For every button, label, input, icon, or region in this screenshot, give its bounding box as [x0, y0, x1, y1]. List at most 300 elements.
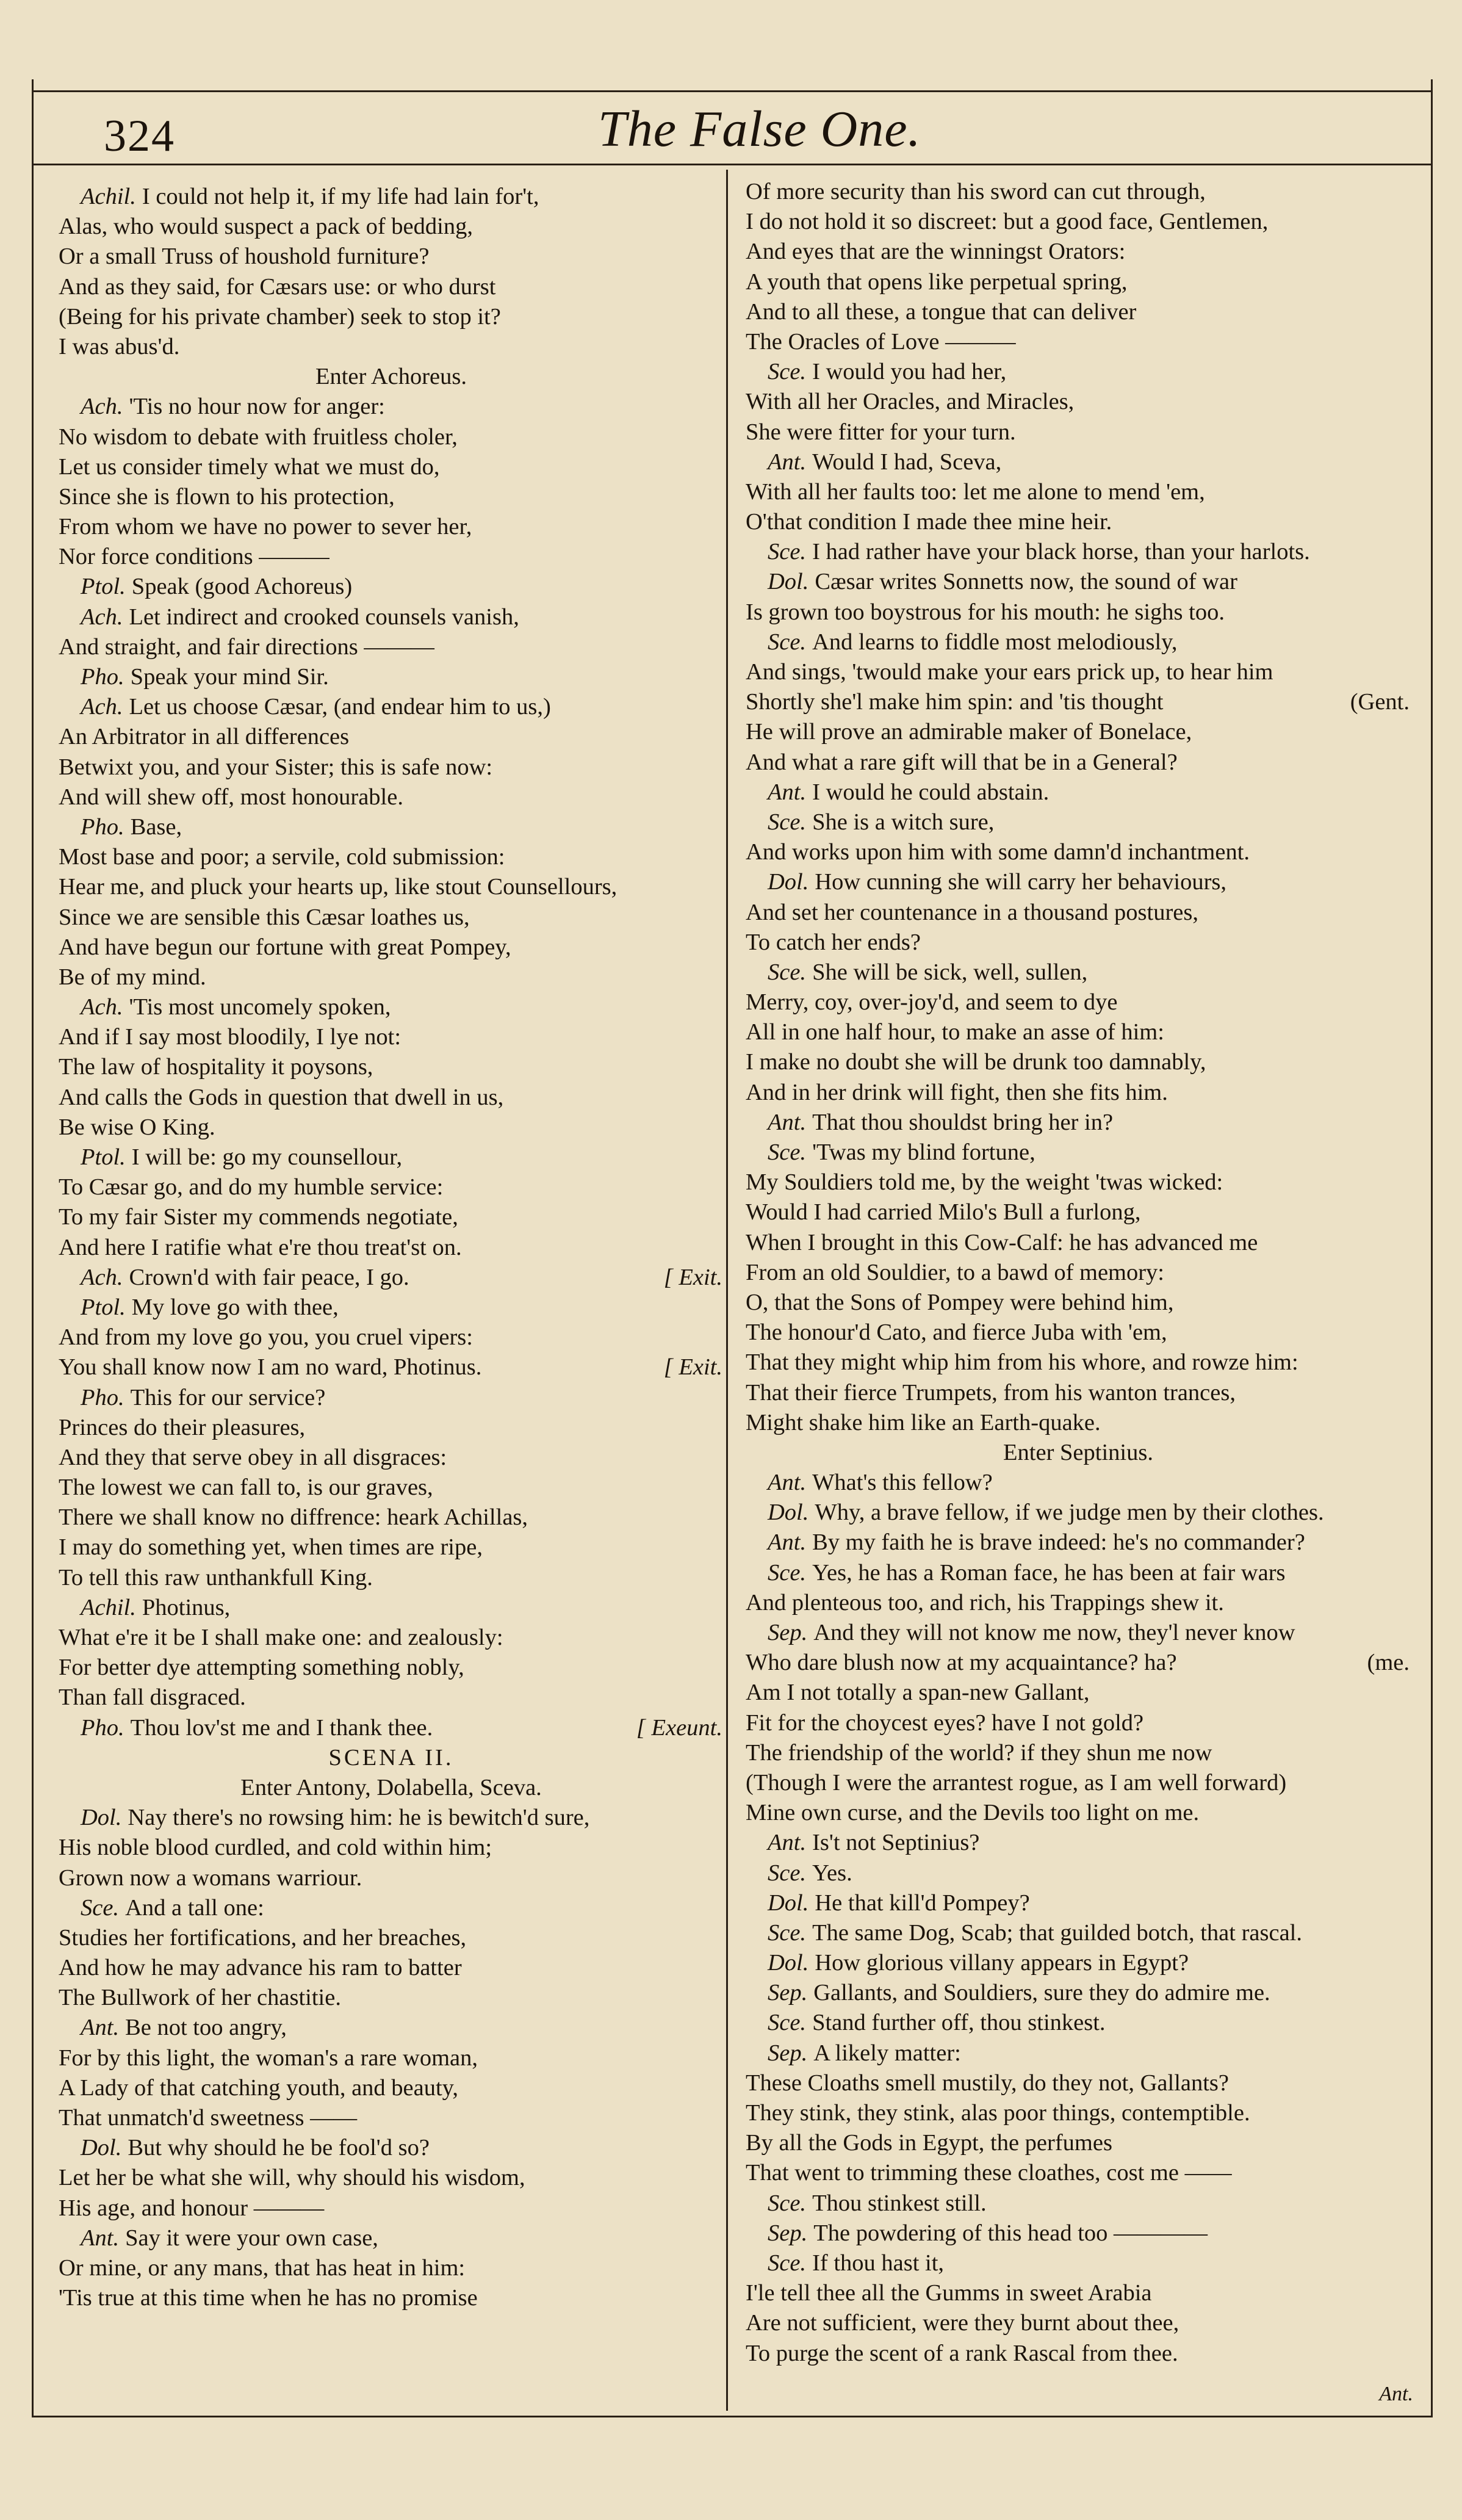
line-text: And eyes that are the winningst Orators:: [746, 239, 1126, 265]
verse-line: [59, 782, 724, 812]
line-text: And to all these, a tongue that can deliver: [746, 298, 1137, 325]
speaker-label: Pho.: [81, 664, 124, 690]
verse-line: [59, 1143, 724, 1172]
line-text: The same Dog, Scab; that guilded botch, that rascal.: [812, 1919, 1302, 1946]
line-text: By all the Gods in Egypt, the perfumes: [746, 2130, 1112, 2156]
line-text: Who dare blush now at my acquaintance? ha?: [746, 1650, 1177, 1676]
verse-line: [746, 1738, 1411, 1768]
line-text: His age, and honour ———: [59, 2195, 325, 2221]
verse-line: [59, 662, 724, 692]
speaker-label: Sep.: [768, 2220, 808, 2246]
line-text: 'Twas my blind fortune,: [812, 1139, 1035, 1165]
verse-line: [59, 992, 724, 1022]
line-text: And straight, and fair directions ———: [59, 634, 434, 660]
line-text: She is a witch sure,: [812, 809, 995, 835]
line-text: There we shall know no diffrence: heark Achillas,: [59, 1504, 528, 1531]
verse-line: [59, 753, 724, 782]
verse-line: [746, 687, 1411, 717]
speaker-label: Sep.: [768, 2040, 808, 2066]
speaker-label: Ptol.: [81, 574, 126, 600]
catchword: Ant.: [1379, 2383, 1413, 2405]
line-text: My Souldiers told me, by the weight 'twas wicked:: [746, 1169, 1223, 1196]
line-text: SCENA II.: [328, 1744, 454, 1771]
line-text: Are not sufficient, were they burnt about thee,: [746, 2310, 1179, 2336]
verse-line: [59, 602, 724, 632]
line-text: I make no doubt she will be drunk too damnably,: [746, 1049, 1206, 1075]
verse-line: [746, 987, 1411, 1017]
verse-line: [746, 1017, 1411, 1047]
line-text: And they will not know me now, they'l never know: [813, 1620, 1295, 1645]
line-text: The law of hospitality it poysons,: [59, 1054, 373, 1080]
speaker-label: Sce.: [768, 1919, 807, 1946]
line-text: What e're it be I shall make one: and zealously:: [59, 1625, 503, 1650]
line-text: I had rather have your black horse, than your harlots.: [812, 539, 1310, 565]
verse-line: [59, 872, 724, 902]
verse-line: [746, 1588, 1411, 1618]
line-text: And set her countenance in a thousand postures,: [746, 899, 1198, 925]
verse-line: [746, 267, 1411, 297]
verse-line: [746, 1708, 1411, 1738]
verse-line: [746, 1558, 1411, 1588]
line-text: Be wise O King.: [59, 1114, 215, 1140]
verse-line: [59, 1863, 724, 1893]
line-text: Or mine, or any mans, that has heat in him:: [59, 2255, 466, 2281]
verse-line: [746, 627, 1411, 657]
speaker-label: Sce.: [768, 1139, 807, 1165]
line-text: I will be: go my counsellour,: [131, 1144, 403, 1170]
speaker-label: Sep.: [768, 1620, 808, 1645]
speaker-label: Ach.: [81, 1264, 123, 1290]
line-text: If thou hast it,: [812, 2250, 945, 2276]
line-text: Or a small Truss of houshold furniture?: [59, 244, 430, 270]
line-text: Since we are sensible this Cæsar loathes us,: [59, 904, 470, 930]
line-text: And here I ratifie what e're thou treat'st on.: [59, 1234, 462, 1260]
verse-line: [746, 2008, 1411, 2038]
line-text: Of more security than his sword can cut through,: [746, 179, 1206, 204]
left-column: [59, 182, 724, 2313]
line-text: Would I had carried Milo's Bull a furlong,: [746, 1199, 1141, 1226]
line-text: With all her faults too: let me alone to mend 'em,: [746, 478, 1205, 505]
verse-line: [59, 392, 724, 422]
line-text: (Being for his private chamber) seek to stop it?: [59, 303, 501, 330]
exit-direction: [ Exeunt.: [636, 1714, 722, 1741]
verse-line: [746, 2339, 1411, 2369]
verse-line: [746, 928, 1411, 958]
verse-line: [746, 417, 1411, 447]
verse-line: [746, 1258, 1411, 1288]
line-text: 'Tis no hour now for anger:: [129, 394, 385, 420]
speaker-label: Pho.: [81, 1384, 124, 1410]
line-text: That their fierce Trumpets, from his wanton trances,: [746, 1379, 1236, 1406]
line-text: And will shew off, most honourable.: [59, 784, 403, 810]
line-text: Grown now a womans warriour.: [59, 1865, 362, 1891]
line-text: And sings, 'twould make your ears prick up, to hear him: [746, 659, 1273, 685]
verse-line: [59, 1233, 724, 1263]
verse-line: [59, 1653, 724, 1683]
line-text: Since she is flown to his protection,: [59, 483, 395, 510]
verse-line: [59, 933, 724, 962]
top-rule: [32, 90, 1433, 92]
line-text: With all her Oracles, and Miracles,: [746, 389, 1075, 415]
line-text: A likely matter:: [813, 2040, 961, 2066]
verse-line: [59, 1172, 724, 1202]
verse-line: [59, 1293, 724, 1323]
line-text: And in her drink will fight, then she fits him.: [746, 1079, 1168, 1105]
line-text: Be of my mind.: [59, 964, 206, 990]
verse-line: [746, 1798, 1411, 1828]
line-text: Let us consider timely what we must do,: [59, 453, 440, 480]
line-text: Studies her fortifications, and her breaches,: [59, 1924, 467, 1951]
line-text: That unmatch'd sweetness ——: [59, 2105, 358, 2131]
line-text: (Though I were the arrantest rogue, as I am well forward): [746, 1769, 1287, 1796]
speaker-label: Pho.: [81, 814, 124, 840]
speaker-label: Ach.: [81, 604, 123, 630]
verse-line: [59, 2133, 724, 2163]
speaker-label: Ant.: [768, 1109, 807, 1135]
speaker-label: Ant.: [81, 2015, 120, 2041]
verse-line: [746, 2098, 1411, 2128]
line-text: O, that the Sons of Pompey were behind him,: [746, 1289, 1174, 1315]
line-text: For better dye attempting something nobly,: [59, 1655, 464, 1681]
exit-direction: [ Exit.: [663, 1354, 722, 1381]
verse-line: [746, 898, 1411, 928]
verse-line: [59, 1683, 724, 1713]
verse-line: [746, 177, 1411, 207]
verse-line: [746, 2219, 1411, 2248]
line-text: Crown'd with fair peace, I go.: [129, 1264, 409, 1290]
verse-line: [59, 1833, 724, 1863]
line-text: Let indirect and crooked counsels vanish,: [129, 604, 519, 630]
line-text: That went to trimming these cloathes, cost me ——: [746, 2160, 1232, 2186]
verse-line: [746, 717, 1411, 747]
verse-line: [59, 2283, 724, 2313]
line-text: And plenteous too, and rich, his Trappings shew it.: [746, 1589, 1224, 1616]
verse-line: [59, 1113, 724, 1143]
verse-line: [746, 537, 1411, 567]
line-text: Yes.: [812, 1860, 852, 1886]
verse-line: [59, 842, 724, 872]
verse-line: [746, 567, 1411, 597]
line-text: Enter Antony, Dolabella, Sceva.: [240, 1774, 542, 1800]
line-text: I may do something yet, when times are ripe,: [59, 1534, 483, 1561]
line-text: Than fall disgraced.: [59, 1684, 246, 1711]
verse-line: [59, 1202, 724, 1232]
line-text: This for our service?: [130, 1384, 326, 1410]
speaker-label: Ant.: [768, 1529, 807, 1556]
verse-line: [746, 357, 1411, 387]
verse-line: [746, 2038, 1411, 2068]
verse-line: [746, 1978, 1411, 2008]
verse-line: [746, 1288, 1411, 1318]
speaker-label: Sce.: [768, 2190, 807, 2216]
line-text: Shortly she'l make him spin: and 'tis thought: [746, 689, 1164, 715]
verse-line: [59, 452, 724, 482]
line-text: All in one half hour, to make an asse of him:: [746, 1019, 1164, 1045]
verse-line: [59, 812, 724, 842]
speaker-label: Pho.: [81, 1714, 124, 1741]
line-text: Fit for the choycest eyes? have I not gold?: [746, 1709, 1144, 1736]
speaker-label: Dol.: [768, 1890, 809, 1916]
verse-line: [59, 2163, 724, 2193]
verse-line: [746, 207, 1411, 237]
verse-line: [746, 477, 1411, 507]
verse-line: [59, 422, 724, 452]
line-text: And works upon him with some damn'd inchantment.: [746, 839, 1250, 865]
line-text: You shall know now I am no ward, Photinus.: [59, 1354, 482, 1381]
verse-line: [59, 332, 724, 362]
line-text: Mine own curse, and the Devils too light on me.: [746, 1800, 1200, 1826]
line-text: To Cæsar go, and do my humble service:: [59, 1174, 444, 1200]
line-text: And calls the Gods in question that dwell in us,: [59, 1084, 504, 1110]
line-text: Be not too angry,: [125, 2015, 287, 2041]
verse-line: [746, 1918, 1411, 1948]
line-text: Speak (good Achoreus): [131, 574, 353, 600]
line-text: O'that condition I made thee mine heir.: [746, 509, 1112, 535]
verse-line: [746, 1648, 1411, 1678]
line-text: A Lady of that catching youth, and beauty,: [59, 2074, 459, 2101]
line-text: Photinus,: [142, 1594, 231, 1620]
verse-line: [746, 507, 1411, 537]
line-text: That they might whip him from his whore, and rowze him:: [746, 1349, 1298, 1376]
line-text: My love go with thee,: [131, 1294, 339, 1320]
line-text: Merry, coy, over-joy'd, and seem to dye: [746, 989, 1118, 1016]
speaker-label: Sce.: [768, 2010, 807, 2036]
header-rule: [32, 164, 1433, 165]
speaker-label: Ach.: [81, 694, 123, 720]
verse-line: [59, 482, 724, 512]
speaker-label: Sce.: [768, 629, 807, 655]
verse-line: [59, 2193, 724, 2223]
line-text: Enter Achoreus.: [315, 364, 467, 390]
verse-line: [59, 542, 724, 572]
verse-line: [746, 958, 1411, 987]
verse-line: [746, 387, 1411, 417]
verse-line: [59, 1383, 724, 1413]
turnover-text: (me.: [1367, 1650, 1410, 1676]
verse-line: [746, 1768, 1411, 1798]
line-text: Yes, he has a Roman face, he has been at fair wars: [812, 1559, 1286, 1586]
line-text: When I brought in this Cow-Calf: he has advanced me: [746, 1229, 1258, 1255]
speaker-label: Ant.: [768, 779, 807, 805]
line-text: She will be sick, well, sullen,: [812, 959, 1088, 985]
speaker-label: Dol.: [81, 2135, 122, 2161]
line-text: That thou shouldst bring her in?: [812, 1109, 1114, 1135]
verse-line: [746, 447, 1411, 477]
line-text: His noble blood curdled, and cold within him;: [59, 1835, 492, 1861]
verse-line: [746, 297, 1411, 327]
speaker-label: Dol.: [81, 1805, 122, 1831]
speaker-label: Sce.: [768, 359, 807, 385]
speaker-label: Sce.: [768, 809, 807, 835]
verse-line: [59, 1623, 724, 1653]
verse-line: [746, 1528, 1411, 1558]
verse-line: [59, 962, 724, 992]
verse-line: [746, 2158, 1411, 2188]
line-text: 'Tis most uncomely spoken,: [129, 994, 391, 1020]
verse-line: [746, 1468, 1411, 1498]
verse-line: [746, 2128, 1411, 2158]
speaker-label: Sce.: [768, 2250, 807, 2276]
verse-line: [59, 1953, 724, 1983]
line-text: They stink, they stink, alas poor things, contemptible.: [746, 2100, 1250, 2126]
line-text: From whom we have no power to sever her,: [59, 514, 472, 540]
scene-heading: [59, 1743, 724, 1773]
line-text: Why, a brave fellow, if we judge men by their clothes.: [815, 1500, 1324, 1526]
line-text: Thou lov'st me and I thank thee.: [130, 1714, 433, 1741]
speaker-label: Dol.: [768, 569, 809, 595]
line-text: And a tall one:: [125, 1894, 264, 1921]
verse-line: [746, 2278, 1411, 2308]
speaker-label: Ptol.: [81, 1144, 126, 1170]
verse-line: [59, 512, 724, 542]
verse-line: [746, 1948, 1411, 1978]
verse-line: [746, 598, 1411, 627]
speaker-label: Achil.: [81, 184, 136, 209]
verse-line: [59, 302, 724, 332]
line-text: How glorious villany appears in Egypt?: [815, 1950, 1189, 1976]
verse-line: [59, 1983, 724, 2013]
verse-line: [746, 2189, 1411, 2219]
verse-line: [59, 1593, 724, 1623]
speaker-label: Ant.: [81, 2225, 120, 2251]
line-text: An Arbitrator in all differences: [59, 724, 350, 750]
speaker-label: Sce.: [768, 1860, 807, 1886]
verse-line: [746, 807, 1411, 837]
speaker-label: Ant.: [768, 1470, 807, 1496]
verse-line: [746, 237, 1411, 267]
verse-line: [59, 272, 724, 302]
speaker-label: Ant.: [768, 449, 807, 475]
verse-line: [59, 632, 724, 662]
speaker-label: Achil.: [81, 1594, 136, 1620]
line-text: Speak your mind Sir.: [130, 664, 329, 690]
line-text: I would you had her,: [812, 359, 1007, 385]
running-title: The False One.: [598, 101, 921, 157]
verse-line: [59, 212, 724, 242]
line-text: To my fair Sister my commends negotiate,: [59, 1204, 458, 1230]
line-text: The Oracles of Love ———: [746, 328, 1016, 355]
verse-line: [59, 692, 724, 722]
line-text: Let us choose Cæsar, (and endear him to us,): [129, 694, 551, 720]
verse-line: [59, 182, 724, 212]
line-text: He will prove an admirable maker of Bonelace,: [746, 719, 1192, 745]
line-text: 'Tis true at this time when he has no promise: [59, 2285, 478, 2311]
verse-line: [59, 1713, 724, 1743]
line-text: Stand further off, thou stinkest.: [812, 2010, 1106, 2036]
line-text: Princes do their pleasures,: [59, 1414, 306, 1440]
right-column: [746, 177, 1411, 2369]
verse-line: [59, 1893, 724, 1923]
turnover-text: (Gent.: [1350, 689, 1410, 715]
speaker-label: Ant.: [768, 1830, 807, 1856]
verse-line: [59, 2253, 724, 2283]
verse-line: [59, 1352, 724, 1382]
verse-line: [59, 1022, 724, 1052]
verse-line: [746, 1828, 1411, 1858]
bottom-rule: [32, 2416, 1433, 2417]
verse-line: [746, 1858, 1411, 1888]
verse-line: [59, 1083, 724, 1113]
line-text: Alas, who would suspect a pack of bedding,: [59, 214, 473, 240]
line-text: And if I say most bloodily, I lye not:: [59, 1024, 402, 1050]
verse-line: [59, 2013, 724, 2043]
speaker-label: Ptol.: [81, 1294, 126, 1320]
line-text: The Bullwork of her chastitie.: [59, 1985, 341, 2011]
line-text: To catch her ends?: [746, 929, 921, 955]
line-text: These Cloaths smell mustily, do they not, Gallants?: [746, 2070, 1229, 2096]
line-text: And from my love go you, you cruel vipers:: [59, 1324, 473, 1351]
verse-line: [746, 778, 1411, 807]
line-text: The honour'd Cato, and fierce Juba with 'em,: [746, 1320, 1167, 1346]
stage-direction: [59, 362, 724, 392]
line-text: How cunning she will carry her behaviours,: [815, 869, 1227, 895]
line-text: I could not help it, if my life had lain for't,: [142, 184, 539, 209]
verse-line: [59, 1263, 724, 1293]
verse-line: [746, 1228, 1411, 1258]
line-text: She were fitter for your turn.: [746, 419, 1016, 445]
speaker-label: Sce.: [768, 1559, 807, 1586]
verse-line: [746, 1108, 1411, 1138]
verse-line: [746, 1348, 1411, 1377]
line-text: Enter Septinius.: [1003, 1439, 1153, 1465]
line-text: To purge the scent of a rank Rascal from thee.: [746, 2340, 1178, 2366]
verse-line: [746, 1408, 1411, 1438]
verse-line: [746, 2068, 1411, 2098]
verse-line: [746, 1498, 1411, 1528]
speaker-label: Ach.: [81, 994, 123, 1020]
line-text: And learns to fiddle most melodiously,: [812, 629, 1178, 655]
line-text: Betwixt you, and your Sister; this is safe now:: [59, 754, 493, 780]
verse-line: [746, 1888, 1411, 1918]
line-text: Is't not Septinius?: [812, 1830, 980, 1856]
line-text: What's this fellow?: [812, 1470, 993, 1496]
line-text: Is grown too boystrous for his mouth: he sighs too.: [746, 599, 1225, 625]
verse-line: [59, 722, 724, 752]
speaker-label: Ach.: [81, 394, 123, 420]
verse-line: [59, 1563, 724, 1593]
verse-line: [59, 1443, 724, 1473]
verse-line: [746, 1378, 1411, 1408]
verse-line: [59, 2043, 724, 2073]
speaker-label: Dol.: [768, 869, 809, 895]
verse-line: [59, 2073, 724, 2103]
line-text: Cæsar writes Sonnetts now, the sound of war: [815, 569, 1237, 595]
speaker-label: Dol.: [768, 1500, 809, 1526]
exit-direction: [ Exit.: [663, 1264, 722, 1290]
verse-line: [746, 1138, 1411, 1168]
line-text: Would I had, Sceva,: [812, 449, 1002, 475]
column-divider: [726, 170, 728, 2411]
verse-line: [59, 1323, 724, 1352]
verse-line: [59, 1473, 724, 1503]
line-text: Gallants, and Souldiers, sure they do admire me.: [813, 1980, 1270, 2006]
line-text: And they that serve obey in all disgraces:: [59, 1444, 447, 1470]
verse-line: [746, 1318, 1411, 1348]
verse-line: [746, 1618, 1411, 1648]
line-text: He that kill'd Pompey?: [815, 1890, 1030, 1916]
speaker-label: Sce.: [768, 959, 807, 985]
line-text: From an old Souldier, to a bawd of memory:: [746, 1259, 1165, 1285]
line-text: And as they said, for Cæsars use: or who durst: [59, 273, 496, 300]
verse-line: [59, 1923, 724, 1953]
verse-line: [746, 327, 1411, 357]
verse-line: [59, 1803, 724, 1833]
line-text: Thou stinkest still.: [812, 2190, 987, 2216]
verse-line: [746, 2248, 1411, 2278]
verse-line: [59, 1533, 724, 1562]
verse-line: [746, 837, 1411, 867]
speaker-label: Sce.: [768, 539, 807, 565]
